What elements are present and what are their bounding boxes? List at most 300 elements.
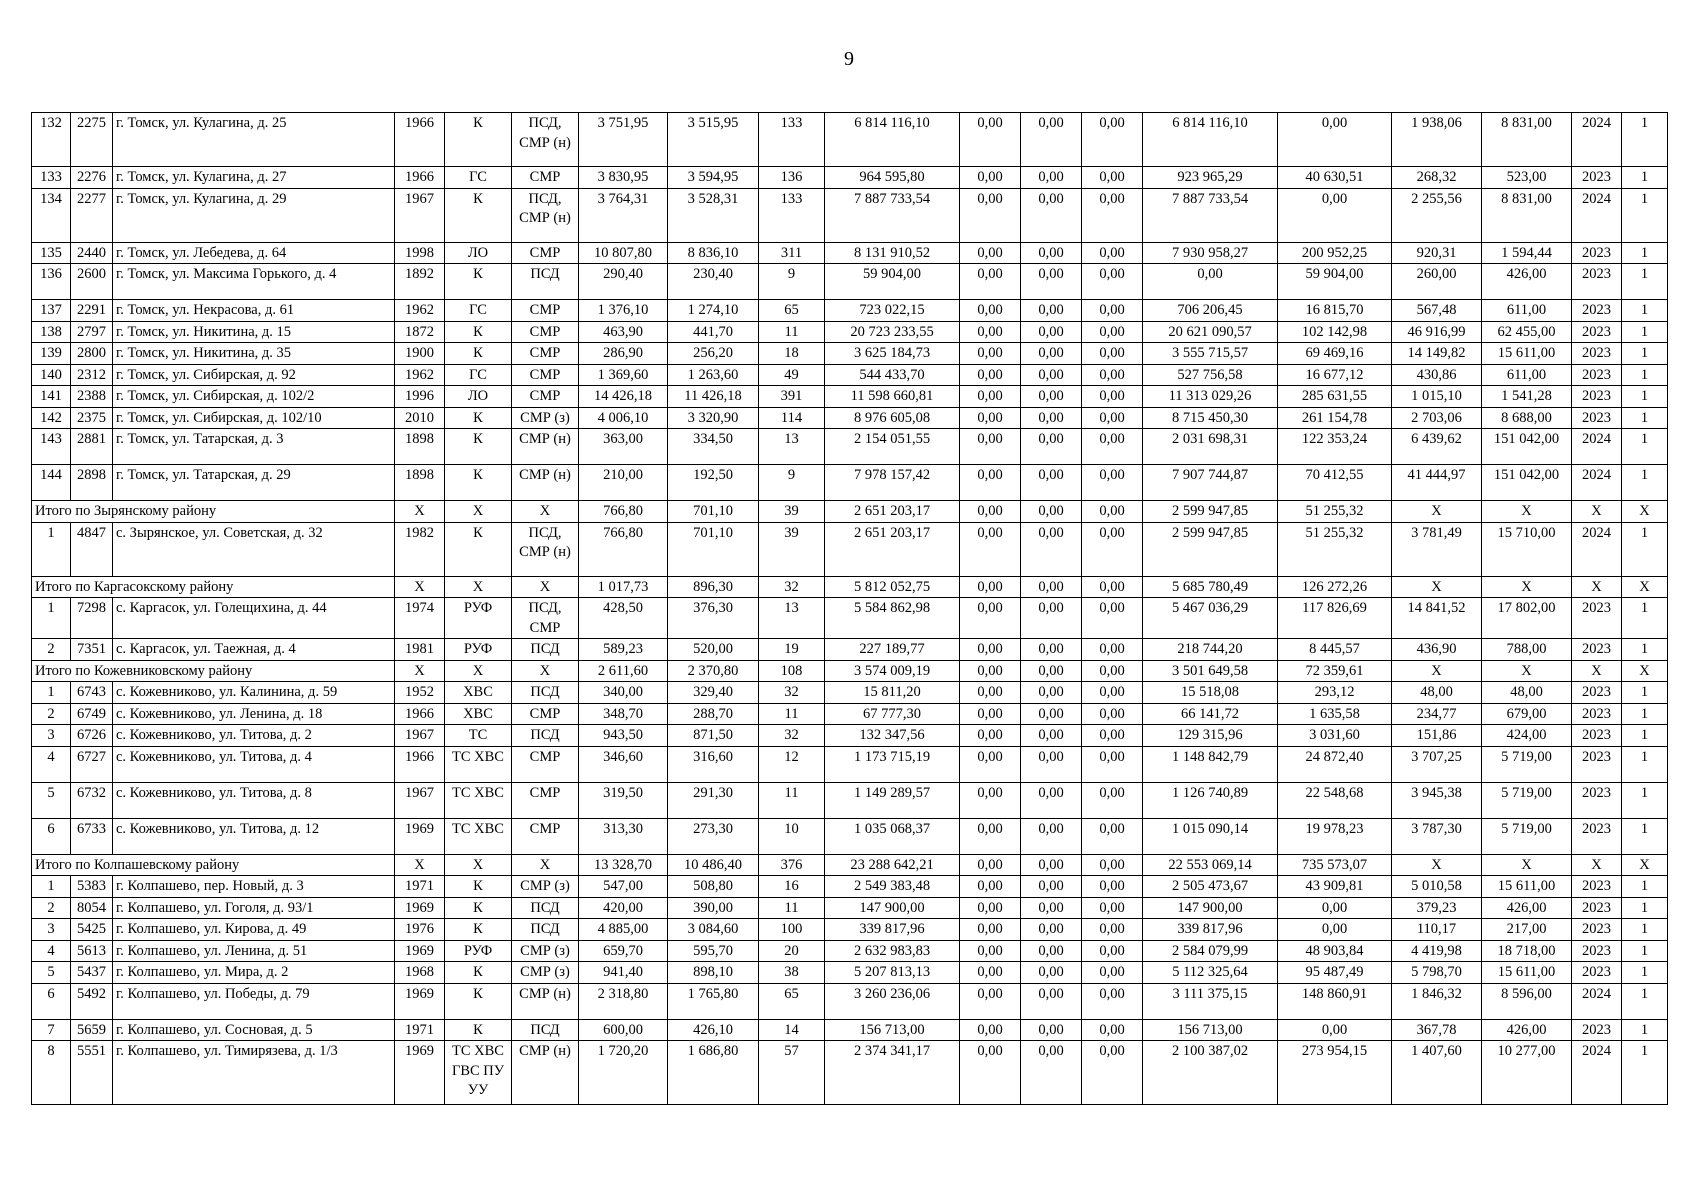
cell-total-cost: 5 584 862,98	[825, 598, 960, 639]
cell-year-built: 1969	[395, 983, 445, 1019]
cell-work-type: РУФ	[445, 940, 512, 962]
cell-max-unit-cost: 48,00	[1482, 682, 1572, 704]
cell-address: г. Колпашево, ул. Победы, д. 79	[113, 983, 395, 1019]
cell-work-type: ЛО	[445, 242, 512, 264]
cell-other-funds: 3 031,60	[1278, 725, 1392, 747]
cell-residents: 11	[759, 782, 825, 818]
cell-work-type: ТС ХВС	[445, 782, 512, 818]
cell-max-unit-cost: 5 719,00	[1482, 782, 1572, 818]
cell-row-number: 142	[32, 407, 71, 429]
table-row	[32, 167, 1668, 189]
cell-unit-cost: 268,32	[1392, 167, 1482, 189]
cell-row-number: 7	[32, 1019, 71, 1041]
cell-fund-regional: 0,00	[1021, 386, 1082, 408]
cell-planned-year: 2023	[1572, 919, 1622, 941]
district-total-label: Итого по Зырянскому району	[32, 501, 395, 523]
cell-work-stage: СМР	[512, 364, 579, 386]
cell-fund-regional: 0,00	[1021, 300, 1082, 322]
table-row	[32, 818, 1668, 854]
cell-fund-local: 0,00	[1082, 343, 1143, 365]
cell-total-cost: 59 904,00	[825, 264, 960, 300]
cell-unit-cost: 1 938,06	[1392, 113, 1482, 167]
table-row	[32, 364, 1668, 386]
cell-fund-regional: 0,00	[1021, 465, 1082, 501]
cell-work-stage: ПСД	[512, 682, 579, 704]
cell-work-type: ТС ХВС	[445, 818, 512, 854]
cell-work-type: К	[445, 897, 512, 919]
cell-fund-local: 0,00	[1082, 876, 1143, 898]
cell-owner-funds: 15 518,08	[1143, 682, 1278, 704]
cell-total-cost: 8 131 910,52	[825, 242, 960, 264]
cell-total-area: 290,40	[579, 264, 668, 300]
cell-other-funds: 200 952,25	[1278, 242, 1392, 264]
cell-owner-funds: 2 100 387,02	[1143, 1041, 1278, 1105]
cell-total-cost: 227 189,77	[825, 639, 960, 661]
cell-fund-regional: 0,00	[1021, 343, 1082, 365]
cell-work-stage: СМР	[512, 167, 579, 189]
cell-fund-regional: 0,00	[1021, 188, 1082, 242]
cell-total-cost: 20 723 233,55	[825, 321, 960, 343]
cell-work-type: К	[445, 264, 512, 300]
cell-method: 1	[1622, 1019, 1668, 1041]
cell-fund-regional: 0,00	[1021, 576, 1082, 598]
cell-work-type: ЛО	[445, 386, 512, 408]
cell-work-stage: СМР	[512, 746, 579, 782]
page-number: 9	[844, 48, 854, 70]
cell-fund-federal: 0,00	[960, 242, 1021, 264]
cell-fund-federal: 0,00	[960, 522, 1021, 576]
cell-method: 1	[1622, 598, 1668, 639]
cell-residents: 49	[759, 364, 825, 386]
cell-owner-funds: 5 112 325,64	[1143, 962, 1278, 984]
cell-year-built: 1967	[395, 782, 445, 818]
cell-work-stage: ПСД	[512, 725, 579, 747]
cell-house-code: 2277	[71, 188, 113, 242]
cell-planned-year: 2024	[1572, 1041, 1622, 1105]
cell-living-area: 701,10	[668, 501, 759, 523]
table-row	[32, 703, 1668, 725]
cell-other-funds: 0,00	[1278, 188, 1392, 242]
cell-residents: 133	[759, 188, 825, 242]
cell-fund-federal: 0,00	[960, 682, 1021, 704]
cell-other-funds: 261 154,78	[1278, 407, 1392, 429]
cell-planned-year: 2023	[1572, 364, 1622, 386]
cell-work-type: К	[445, 113, 512, 167]
table-row	[32, 897, 1668, 919]
cell-row-number: 6	[32, 983, 71, 1019]
cell-residents: 38	[759, 962, 825, 984]
cell-work-stage: ПСД	[512, 1019, 579, 1041]
cell-house-code: 6732	[71, 782, 113, 818]
cell-address: г. Томск, ул. Татарская, д. 29	[113, 465, 395, 501]
cell-method: 1	[1622, 962, 1668, 984]
cell-fund-federal: 0,00	[960, 703, 1021, 725]
cell-living-area: 3 594,95	[668, 167, 759, 189]
cell-work-stage: СМР	[512, 782, 579, 818]
cell-planned-year: X	[1572, 660, 1622, 682]
cell-fund-regional: 0,00	[1021, 113, 1082, 167]
cell-fund-local: 0,00	[1082, 576, 1143, 598]
cell-fund-federal: 0,00	[960, 897, 1021, 919]
district-total-label: Итого по Каргасокскому району	[32, 576, 395, 598]
cell-max-unit-cost: 15 611,00	[1482, 962, 1572, 984]
cell-fund-local: 0,00	[1082, 725, 1143, 747]
cell-fund-local: 0,00	[1082, 188, 1143, 242]
cell-fund-local: 0,00	[1082, 1041, 1143, 1105]
cell-residents: 32	[759, 682, 825, 704]
cell-other-funds: 0,00	[1278, 897, 1392, 919]
cell-total-area: 1 720,20	[579, 1041, 668, 1105]
cell-fund-local: 0,00	[1082, 429, 1143, 465]
cell-living-area: 595,70	[668, 940, 759, 962]
cell-total-cost: 5 812 052,75	[825, 576, 960, 598]
cell-work-stage: СМР	[512, 321, 579, 343]
cell-method: 1	[1622, 983, 1668, 1019]
cell-other-funds: 51 255,32	[1278, 501, 1392, 523]
district-total-row	[32, 501, 1668, 523]
cell-address: с. Кожевниково, ул. Титова, д. 12	[113, 818, 395, 854]
cell-planned-year: 2023	[1572, 962, 1622, 984]
cell-max-unit-cost: 1 541,28	[1482, 386, 1572, 408]
table-row	[32, 465, 1668, 501]
cell-max-unit-cost: 788,00	[1482, 639, 1572, 661]
table-row	[32, 113, 1668, 167]
cell-living-area: 3 084,60	[668, 919, 759, 941]
cell-living-area: 288,70	[668, 703, 759, 725]
cell-total-area: 589,23	[579, 639, 668, 661]
cell-owner-funds: 2 505 473,67	[1143, 876, 1278, 898]
cell-total-cost: 723 022,15	[825, 300, 960, 322]
cell-total-area: 313,30	[579, 818, 668, 854]
cell-planned-year: X	[1572, 854, 1622, 876]
cell-fund-regional: 0,00	[1021, 598, 1082, 639]
cell-method: 1	[1622, 113, 1668, 167]
cell-other-funds: 16 677,12	[1278, 364, 1392, 386]
cell-max-unit-cost: 15 710,00	[1482, 522, 1572, 576]
cell-fund-federal: 0,00	[960, 264, 1021, 300]
table-row	[32, 407, 1668, 429]
cell-living-area: 8 836,10	[668, 242, 759, 264]
table-row	[32, 682, 1668, 704]
cell-total-area: 428,50	[579, 598, 668, 639]
cell-house-code: 2312	[71, 364, 113, 386]
cell-year-built: 1898	[395, 465, 445, 501]
cell-work-stage: СМР	[512, 386, 579, 408]
cell-fund-local: 0,00	[1082, 242, 1143, 264]
cell-unit-cost: 6 439,62	[1392, 429, 1482, 465]
cell-method: 1	[1622, 343, 1668, 365]
cell-year-built: 1962	[395, 300, 445, 322]
cell-total-cost: 544 433,70	[825, 364, 960, 386]
cell-other-funds: 72 359,61	[1278, 660, 1392, 682]
cell-owner-funds: 7 907 744,87	[1143, 465, 1278, 501]
cell-work-type: РУФ	[445, 598, 512, 639]
cell-residents: 13	[759, 429, 825, 465]
cell-total-area: 14 426,18	[579, 386, 668, 408]
cell-owner-funds: 129 315,96	[1143, 725, 1278, 747]
cell-fund-regional: 0,00	[1021, 682, 1082, 704]
cell-row-number: 5	[32, 962, 71, 984]
cell-address: с. Кожевниково, ул. Ленина, д. 18	[113, 703, 395, 725]
cell-address: г. Колпашево, пер. Новый, д. 3	[113, 876, 395, 898]
cell-total-area: 1 017,73	[579, 576, 668, 598]
cell-owner-funds: 3 111 375,15	[1143, 983, 1278, 1019]
cell-house-code: 8054	[71, 897, 113, 919]
cell-fund-regional: 0,00	[1021, 962, 1082, 984]
cell-max-unit-cost: 8 831,00	[1482, 188, 1572, 242]
cell-other-funds: 0,00	[1278, 113, 1392, 167]
table-row	[32, 522, 1668, 576]
cell-fund-regional: 0,00	[1021, 897, 1082, 919]
cell-work-stage: СМР	[512, 300, 579, 322]
cell-unit-cost: 151,86	[1392, 725, 1482, 747]
cell-address: г. Томск, ул. Некрасова, д. 61	[113, 300, 395, 322]
cell-residents: 19	[759, 639, 825, 661]
cell-planned-year: 2023	[1572, 264, 1622, 300]
district-total-row	[32, 576, 1668, 598]
cell-unit-cost: 260,00	[1392, 264, 1482, 300]
cell-method: 1	[1622, 167, 1668, 189]
cell-living-area: 329,40	[668, 682, 759, 704]
cell-residents: 14	[759, 1019, 825, 1041]
cell-year-built: 1966	[395, 167, 445, 189]
cell-unit-cost: 1 015,10	[1392, 386, 1482, 408]
cell-method: 1	[1622, 1041, 1668, 1105]
cell-max-unit-cost: X	[1482, 660, 1572, 682]
cell-year-built: X	[395, 576, 445, 598]
cell-address: г. Колпашево, ул. Кирова, д. 49	[113, 919, 395, 941]
cell-fund-federal: 0,00	[960, 639, 1021, 661]
cell-work-type: ТС	[445, 725, 512, 747]
cell-fund-local: 0,00	[1082, 897, 1143, 919]
cell-planned-year: X	[1572, 576, 1622, 598]
cell-residents: 391	[759, 386, 825, 408]
cell-planned-year: 2023	[1572, 343, 1622, 365]
cell-residents: 376	[759, 854, 825, 876]
cell-total-cost: 1 035 068,37	[825, 818, 960, 854]
cell-max-unit-cost: 5 719,00	[1482, 746, 1572, 782]
cell-method: X	[1622, 660, 1668, 682]
cell-fund-local: 0,00	[1082, 682, 1143, 704]
cell-unit-cost: 46 916,99	[1392, 321, 1482, 343]
cell-total-cost: 8 976 605,08	[825, 407, 960, 429]
cell-work-type: К	[445, 343, 512, 365]
cell-owner-funds: 1 015 090,14	[1143, 818, 1278, 854]
cell-planned-year: 2024	[1572, 429, 1622, 465]
cell-max-unit-cost: 426,00	[1482, 264, 1572, 300]
cell-work-type: X	[445, 501, 512, 523]
district-total-row	[32, 854, 1668, 876]
cell-work-type: К	[445, 522, 512, 576]
cell-planned-year: 2023	[1572, 1019, 1622, 1041]
cell-unit-cost: 3 781,49	[1392, 522, 1482, 576]
cell-unit-cost: 5 798,70	[1392, 962, 1482, 984]
cell-living-area: 1 263,60	[668, 364, 759, 386]
cell-work-stage: СМР	[512, 818, 579, 854]
cell-owner-funds: 3 501 649,58	[1143, 660, 1278, 682]
cell-fund-local: 0,00	[1082, 321, 1143, 343]
cell-planned-year: 2024	[1572, 113, 1622, 167]
cell-address: г. Томск, ул. Лебедева, д. 64	[113, 242, 395, 264]
cell-row-number: 141	[32, 386, 71, 408]
cell-owner-funds: 22 553 069,14	[1143, 854, 1278, 876]
cell-residents: 100	[759, 919, 825, 941]
cell-row-number: 140	[32, 364, 71, 386]
cell-address: г. Томск, ул. Никитина, д. 35	[113, 343, 395, 365]
cell-planned-year: 2023	[1572, 818, 1622, 854]
table-row	[32, 962, 1668, 984]
cell-method: 1	[1622, 782, 1668, 818]
cell-total-cost: 132 347,56	[825, 725, 960, 747]
cell-total-area: 1 376,10	[579, 300, 668, 322]
cell-work-stage: СМР	[512, 703, 579, 725]
cell-residents: 108	[759, 660, 825, 682]
cell-total-cost: 2 651 203,17	[825, 501, 960, 523]
cell-planned-year: 2023	[1572, 386, 1622, 408]
cell-total-cost: 1 149 289,57	[825, 782, 960, 818]
cell-house-code: 2800	[71, 343, 113, 365]
cell-fund-federal: 0,00	[960, 962, 1021, 984]
cell-unit-cost: 379,23	[1392, 897, 1482, 919]
cell-residents: 20	[759, 940, 825, 962]
cell-fund-federal: 0,00	[960, 782, 1021, 818]
cell-living-area: 376,30	[668, 598, 759, 639]
cell-other-funds: 122 353,24	[1278, 429, 1392, 465]
cell-fund-local: 0,00	[1082, 300, 1143, 322]
cell-max-unit-cost: 1 594,44	[1482, 242, 1572, 264]
cell-year-built: 1969	[395, 818, 445, 854]
cell-unit-cost: 14 841,52	[1392, 598, 1482, 639]
cell-owner-funds: 2 599 947,85	[1143, 522, 1278, 576]
cell-fund-regional: 0,00	[1021, 1019, 1082, 1041]
cell-total-cost: 1 173 715,19	[825, 746, 960, 782]
cell-method: 1	[1622, 703, 1668, 725]
cell-fund-regional: 0,00	[1021, 660, 1082, 682]
cell-unit-cost: X	[1392, 576, 1482, 598]
cell-work-stage: ПСД	[512, 264, 579, 300]
cell-house-code: 2291	[71, 300, 113, 322]
cell-work-type: К	[445, 919, 512, 941]
cell-method: X	[1622, 501, 1668, 523]
cell-residents: 12	[759, 746, 825, 782]
cell-address: г. Томск, ул. Сибирская, д. 92	[113, 364, 395, 386]
cell-owner-funds: 7 930 958,27	[1143, 242, 1278, 264]
cell-house-code: 5492	[71, 983, 113, 1019]
cell-unit-cost: 41 444,97	[1392, 465, 1482, 501]
cell-work-stage: ПСД	[512, 897, 579, 919]
cell-row-number: 2	[32, 897, 71, 919]
cell-house-code: 2276	[71, 167, 113, 189]
cell-total-cost: 7 887 733,54	[825, 188, 960, 242]
cell-work-stage: СМР	[512, 242, 579, 264]
cell-total-area: 10 807,80	[579, 242, 668, 264]
cell-method: 1	[1622, 465, 1668, 501]
cell-work-stage: СМР (н)	[512, 983, 579, 1019]
cell-max-unit-cost: 15 611,00	[1482, 876, 1572, 898]
cell-fund-regional: 0,00	[1021, 321, 1082, 343]
cell-max-unit-cost: X	[1482, 576, 1572, 598]
cell-fund-local: 0,00	[1082, 465, 1143, 501]
cell-other-funds: 51 255,32	[1278, 522, 1392, 576]
cell-fund-federal: 0,00	[960, 1041, 1021, 1105]
cell-row-number: 135	[32, 242, 71, 264]
table-row	[32, 746, 1668, 782]
cell-address: с. Зырянское, ул. Советская, д. 32	[113, 522, 395, 576]
cell-max-unit-cost: 426,00	[1482, 1019, 1572, 1041]
cell-work-stage: ПСД, СМР (н)	[512, 522, 579, 576]
cell-address: г. Томск, ул. Никитина, д. 15	[113, 321, 395, 343]
cell-year-built: 2010	[395, 407, 445, 429]
cell-residents: 16	[759, 876, 825, 898]
cell-fund-regional: 0,00	[1021, 639, 1082, 661]
cell-work-type: К	[445, 983, 512, 1019]
cell-living-area: 11 426,18	[668, 386, 759, 408]
cell-planned-year: 2024	[1572, 188, 1622, 242]
cell-fund-local: 0,00	[1082, 782, 1143, 818]
cell-fund-regional: 0,00	[1021, 854, 1082, 876]
cell-work-stage: X	[512, 501, 579, 523]
cell-total-area: 766,80	[579, 522, 668, 576]
table-row	[32, 429, 1668, 465]
cell-total-cost: 67 777,30	[825, 703, 960, 725]
cell-fund-federal: 0,00	[960, 876, 1021, 898]
cell-max-unit-cost: 426,00	[1482, 897, 1572, 919]
table-row	[32, 782, 1668, 818]
cell-living-area: 291,30	[668, 782, 759, 818]
cell-other-funds: 16 815,70	[1278, 300, 1392, 322]
data-table	[31, 112, 1668, 1105]
cell-method: 1	[1622, 242, 1668, 264]
cell-unit-cost: 5 010,58	[1392, 876, 1482, 898]
table-row	[32, 1019, 1668, 1041]
cell-planned-year: 2023	[1572, 746, 1622, 782]
cell-owner-funds: 5 467 036,29	[1143, 598, 1278, 639]
cell-row-number: 132	[32, 113, 71, 167]
cell-address: с. Кожевниково, ул. Титова, д. 4	[113, 746, 395, 782]
cell-row-number: 2	[32, 639, 71, 661]
cell-owner-funds: 2 031 698,31	[1143, 429, 1278, 465]
cell-work-stage: X	[512, 576, 579, 598]
cell-work-type: К	[445, 962, 512, 984]
cell-work-stage: СМР (з)	[512, 940, 579, 962]
cell-fund-regional: 0,00	[1021, 429, 1082, 465]
cell-planned-year: 2023	[1572, 940, 1622, 962]
cell-residents: 18	[759, 343, 825, 365]
cell-row-number: 139	[32, 343, 71, 365]
table-row	[32, 876, 1668, 898]
cell-fund-regional: 0,00	[1021, 407, 1082, 429]
cell-fund-federal: 0,00	[960, 940, 1021, 962]
cell-fund-federal: 0,00	[960, 465, 1021, 501]
cell-fund-federal: 0,00	[960, 746, 1021, 782]
cell-fund-federal: 0,00	[960, 576, 1021, 598]
cell-owner-funds: 11 313 029,26	[1143, 386, 1278, 408]
cell-owner-funds: 5 685 780,49	[1143, 576, 1278, 598]
cell-total-area: 943,50	[579, 725, 668, 747]
cell-house-code: 5383	[71, 876, 113, 898]
cell-address: г. Томск, ул. Кулагина, д. 27	[113, 167, 395, 189]
cell-fund-federal: 0,00	[960, 343, 1021, 365]
cell-work-type: ГС	[445, 364, 512, 386]
district-total-label: Итого по Кожевниковскому району	[32, 660, 395, 682]
cell-year-built: 1872	[395, 321, 445, 343]
cell-address: г. Томск, ул. Максима Горького, д. 4	[113, 264, 395, 300]
cell-residents: 32	[759, 725, 825, 747]
cell-house-code: 7298	[71, 598, 113, 639]
district-total-row	[32, 660, 1668, 682]
cell-method: 1	[1622, 897, 1668, 919]
cell-unit-cost: X	[1392, 501, 1482, 523]
